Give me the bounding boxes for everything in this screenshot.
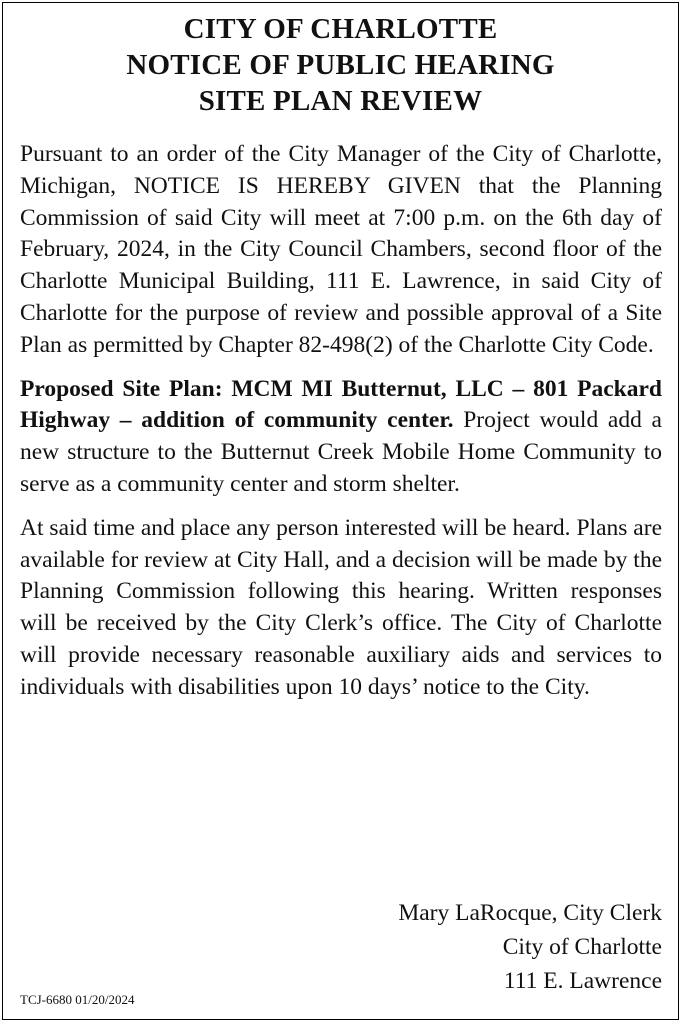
signature-address: 111 E. Lawrence (503, 968, 662, 994)
proposed-site-plan-description: Project would add a new structure to the Butternut Creek Mobile Home Community to serve as a community center and storm shelter. (20, 407, 662, 497)
publication-reference: TCJ-6680 01/20/2024 (20, 992, 135, 1007)
paragraph-hearing-details: Pursuant to an order of the City Manager of the City of Charlotte, Michigan, NOTICE IS HEREBY GIVEN that the Planning Commission of said City will meet at 7:00 p.m. on the 6th day of February, 2024, in the City Council Chambers, second floor of the Charlotte Municipal Building, 111 E. Lawrence, in said City of Charlotte for the purpose of review and possible approval of a Site Plan as permitted by Chapter 82-498(2) of the Charlotte City Code. (20, 141, 662, 358)
title-city: CITY OF CHARLOTTE (183, 13, 498, 45)
notice-body (20, 139, 662, 704)
title-notice: NOTICE OF PUBLIC HEARING (126, 49, 555, 81)
signature-block (398, 896, 662, 998)
notice-title (3, 11, 678, 119)
public-notice (2, 2, 679, 1020)
paragraph-public-participation: At said time and place any person interested will be heard. Plans are available for review at City Hall, and a decision will be made by the Planning Commission following this hearing. Written responses will be received by the City Clerk’s office. The City of Charlotte will provide necessary reasonable auxiliary aids and services to individuals with disabilities upon 10 days’ notice to the City. (20, 514, 662, 700)
proposed-site-plan-heading: Proposed Site Plan: MCM MI Butternut, LLC – 801 Packard Highway – addition of community center. (20, 375, 662, 434)
title-subject: SITE PLAN REVIEW (198, 85, 483, 117)
paragraph-proposed-site-plan (20, 374, 662, 501)
signature-organization: City of Charlotte (502, 934, 662, 960)
signature-name: Mary LaRocque, City Clerk (398, 900, 662, 926)
